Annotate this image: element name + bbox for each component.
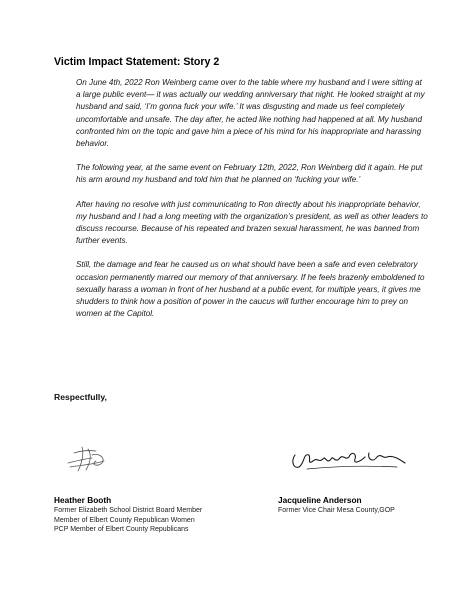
paragraph-3: After having no resolve with just communicating to Ron directly about his inappropriate behavior, my husband and I had a long meeting with the organization’s president, as well as other leaders to discuss recourse. Because of his repeated and brazen sexual harassment, he was banned from further events.	[76, 199, 428, 246]
signer-title-line: Former Elizabeth School District Board Member	[54, 507, 203, 514]
signer-heather-booth	[54, 495, 254, 535]
signature-jacqueline-anderson	[287, 445, 412, 475]
signer-name: Heather Booth	[54, 495, 112, 505]
closing-text: Respectfully,	[54, 392, 107, 402]
paragraph-1: On June 4th, 2022 Ron Weinberg came over to the table where my husband and I were sitting at a large public event— it was actually our wedding anniversary that night. He looked straight at my husband and said, ‘I’m gonna fuck your wife.’ It was disgusting and made us feel completely uncomfortable and unsafe. The day after, he acted like nothing had happened at all. My husband confronted him on the topic and gave him a piece of his mind for his inappropriate and harassing behavior.	[76, 78, 425, 149]
signer-title-line: PCP Member of Elbert County Republicans	[54, 526, 189, 534]
statement-body	[76, 77, 428, 332]
signature-heather-booth	[62, 441, 122, 475]
signer-jacqueline-anderson	[278, 495, 458, 516]
signer-title-line: Member of Elbert County Republican Women	[54, 516, 195, 524]
paragraph-4: Still, the damage and fear he caused us on what should have been a safe and even celebratory occasion permanently marred our memory of that anniversary. If he feels brazenly emboldened to sexually harass a woman in front of her husband at a public event, for multiple years, it gives me shudders to think how a position of power in the caucus will further encourage him to prey on women at the Capitol.	[76, 260, 425, 319]
signer-name: Jacqueline Anderson	[278, 495, 362, 505]
signer-title-line: Former Vice Chair Mesa County,GOP	[278, 507, 395, 514]
paragraph-2: The following year, at the same event on February 12th, 2022, Ron Weinberg did it again. He put his arm around my husband and told him that he planned on ‘fucking your wife.’	[76, 163, 423, 185]
document-title: Victim Impact Statement: Story 2	[54, 56, 220, 68]
